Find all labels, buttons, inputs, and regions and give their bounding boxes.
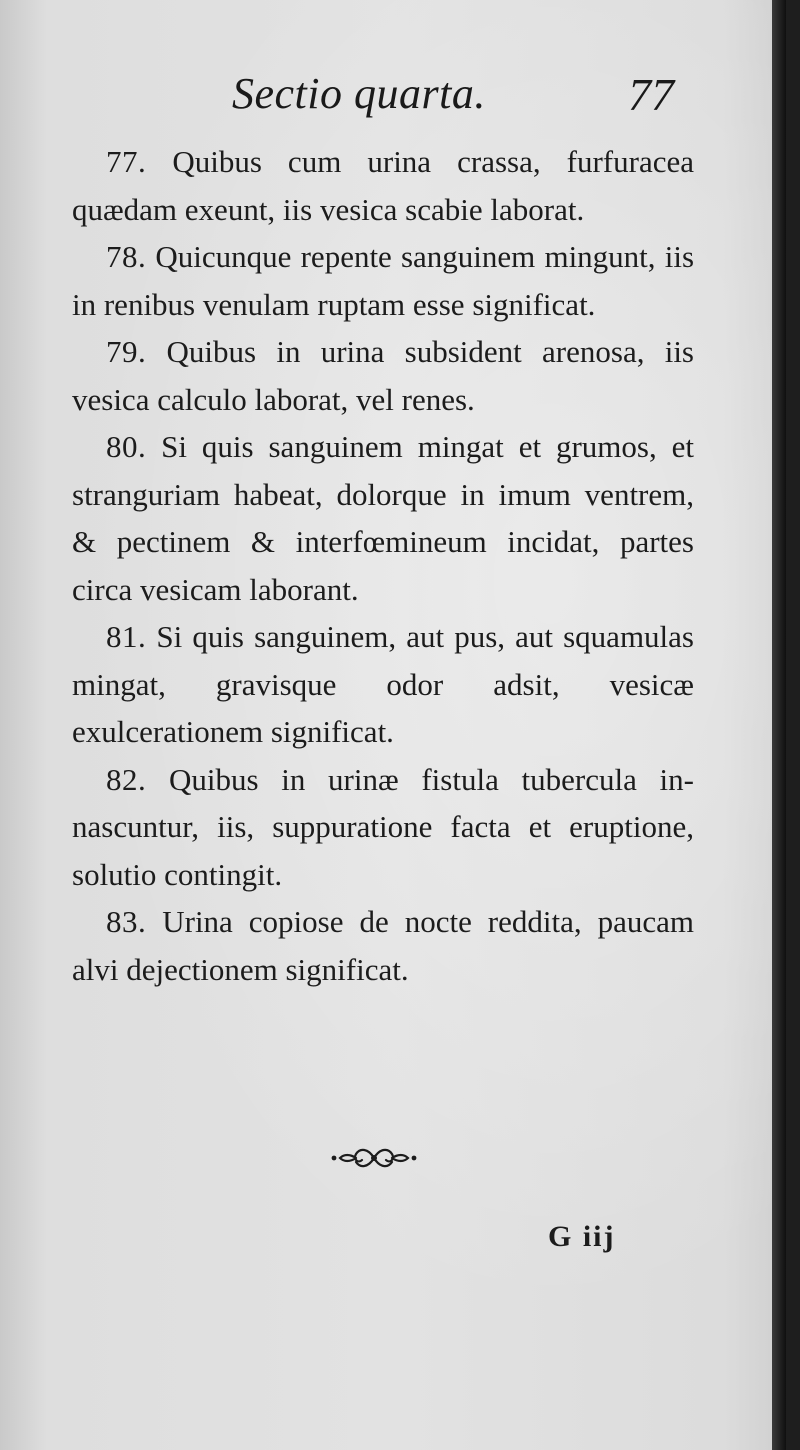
aphorism-number: 81. bbox=[106, 619, 147, 654]
aphorism-text: Quibus in urinæ fistula tubercula innascuntur, iis, suppuratione facta et eruptione, solutio contingit. bbox=[72, 761, 694, 892]
aphorism-80 bbox=[72, 423, 694, 613]
aphorism-text: Urina copiose de nocte reddita, paucam alvi dejectionem significat. bbox=[72, 904, 694, 987]
aphorism-text: Quibus cum urina crassa, furfuracea quædam exeunt, iis vesica scabie laborat. bbox=[72, 144, 694, 227]
fleuron-ornament-icon bbox=[326, 1142, 422, 1174]
aphorism-text: Quicunque repente sanguinem mingunt, iis in renibus venulam ruptam esse significat. bbox=[72, 239, 695, 322]
body-text bbox=[72, 138, 694, 993]
aphorism-79 bbox=[72, 328, 694, 423]
running-head: Sectio quarta. bbox=[232, 69, 486, 118]
aphorism-text: Quibus in urina subsident arenosa, iis vesica calculo laborat, vel renes. bbox=[72, 334, 694, 417]
aphorism-number: 79. bbox=[106, 334, 147, 369]
aphorism-78 bbox=[72, 233, 694, 328]
aphorism-number: 77. bbox=[106, 144, 147, 179]
signature-mark: G iij bbox=[548, 1220, 616, 1253]
aphorism-82 bbox=[72, 756, 694, 899]
aphorism-number: 83. bbox=[106, 904, 147, 939]
aphorism-text: Si quis sanguinem, aut pus, aut squamulas mingat, gravisque odor adsit, vesicæ exulcerationem significat. bbox=[72, 619, 694, 749]
aphorism-text: Si quis sanguinem mingat et grumos, et stranguriam habeat, dolorque in imum ventrem, & pectinem & interfœmineum incidat, partes circa vesicam laborant. bbox=[72, 429, 694, 607]
aphorism-number: 80. bbox=[106, 429, 147, 464]
aphorism-83 bbox=[72, 898, 694, 993]
aphorism-number: 82. bbox=[106, 761, 147, 797]
aphorism-number: 78. bbox=[106, 239, 147, 274]
page-number: 77 bbox=[628, 69, 674, 120]
page-edge-shadow bbox=[772, 0, 786, 1450]
aphorism-81 bbox=[72, 613, 694, 756]
aphorism-77 bbox=[72, 138, 694, 233]
page-header bbox=[0, 62, 786, 132]
